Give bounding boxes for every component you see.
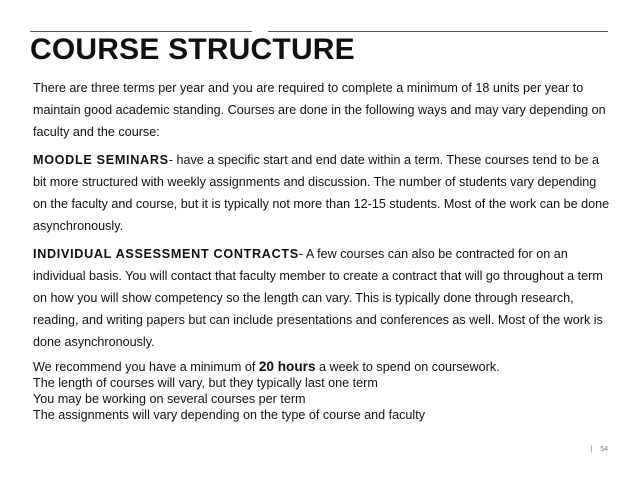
slide-body [33, 77, 611, 423]
info-line-assignments: The assignments will vary depending on the type of course and faculty [33, 408, 426, 422]
title-rule-right [268, 31, 608, 32]
contracts-heading: INDIVIDUAL ASSESSMENT CONTRACTS [33, 247, 299, 261]
info-line-length: The length of courses will vary, but they typically last one term [33, 376, 378, 390]
recommend-line [33, 359, 611, 375]
title-rule-left [30, 31, 252, 32]
recommend-after: a week to spend on coursework. [315, 360, 500, 374]
moodle-paragraph [33, 149, 611, 237]
contracts-paragraph [33, 243, 611, 353]
intro-paragraph: There are three terms per year and you are required to complete a minimum of 18 units per year to maintain good academic standing. Courses are done in the following ways and may vary depending on faculty and the course: [33, 81, 606, 139]
footer-separator: | [590, 446, 593, 453]
moodle-heading: MOODLE SEMINARS [33, 153, 169, 167]
info-line-several: You may be working on several courses per term [33, 392, 306, 406]
slide-footer [590, 446, 608, 453]
moodle-text: - have a specific start and end date within a term. These courses tend to be a bit more structured with weekly assignments and discussion. The number of students vary depending on the faculty and course, but it is typically not more than 12-15 students. Most of the work can be done asynchronously. [33, 153, 610, 233]
slide-title: COURSE STRUCTURE [30, 33, 355, 66]
recommend-hours: 20 hours [258, 359, 316, 374]
contracts-text: - A few courses can also be contracted for on an individual basis. You will contact that faculty member to create a contract that will go throughout a term on how you will show competency so the length can vary. This is typically done through research, reading, and writing papers but can include presentations and conferences as well. Most of the work is done asynchronously. [33, 247, 603, 349]
page-number: 54 [600, 446, 608, 453]
recommend-before: We recommend you have a minimum of [33, 360, 259, 374]
